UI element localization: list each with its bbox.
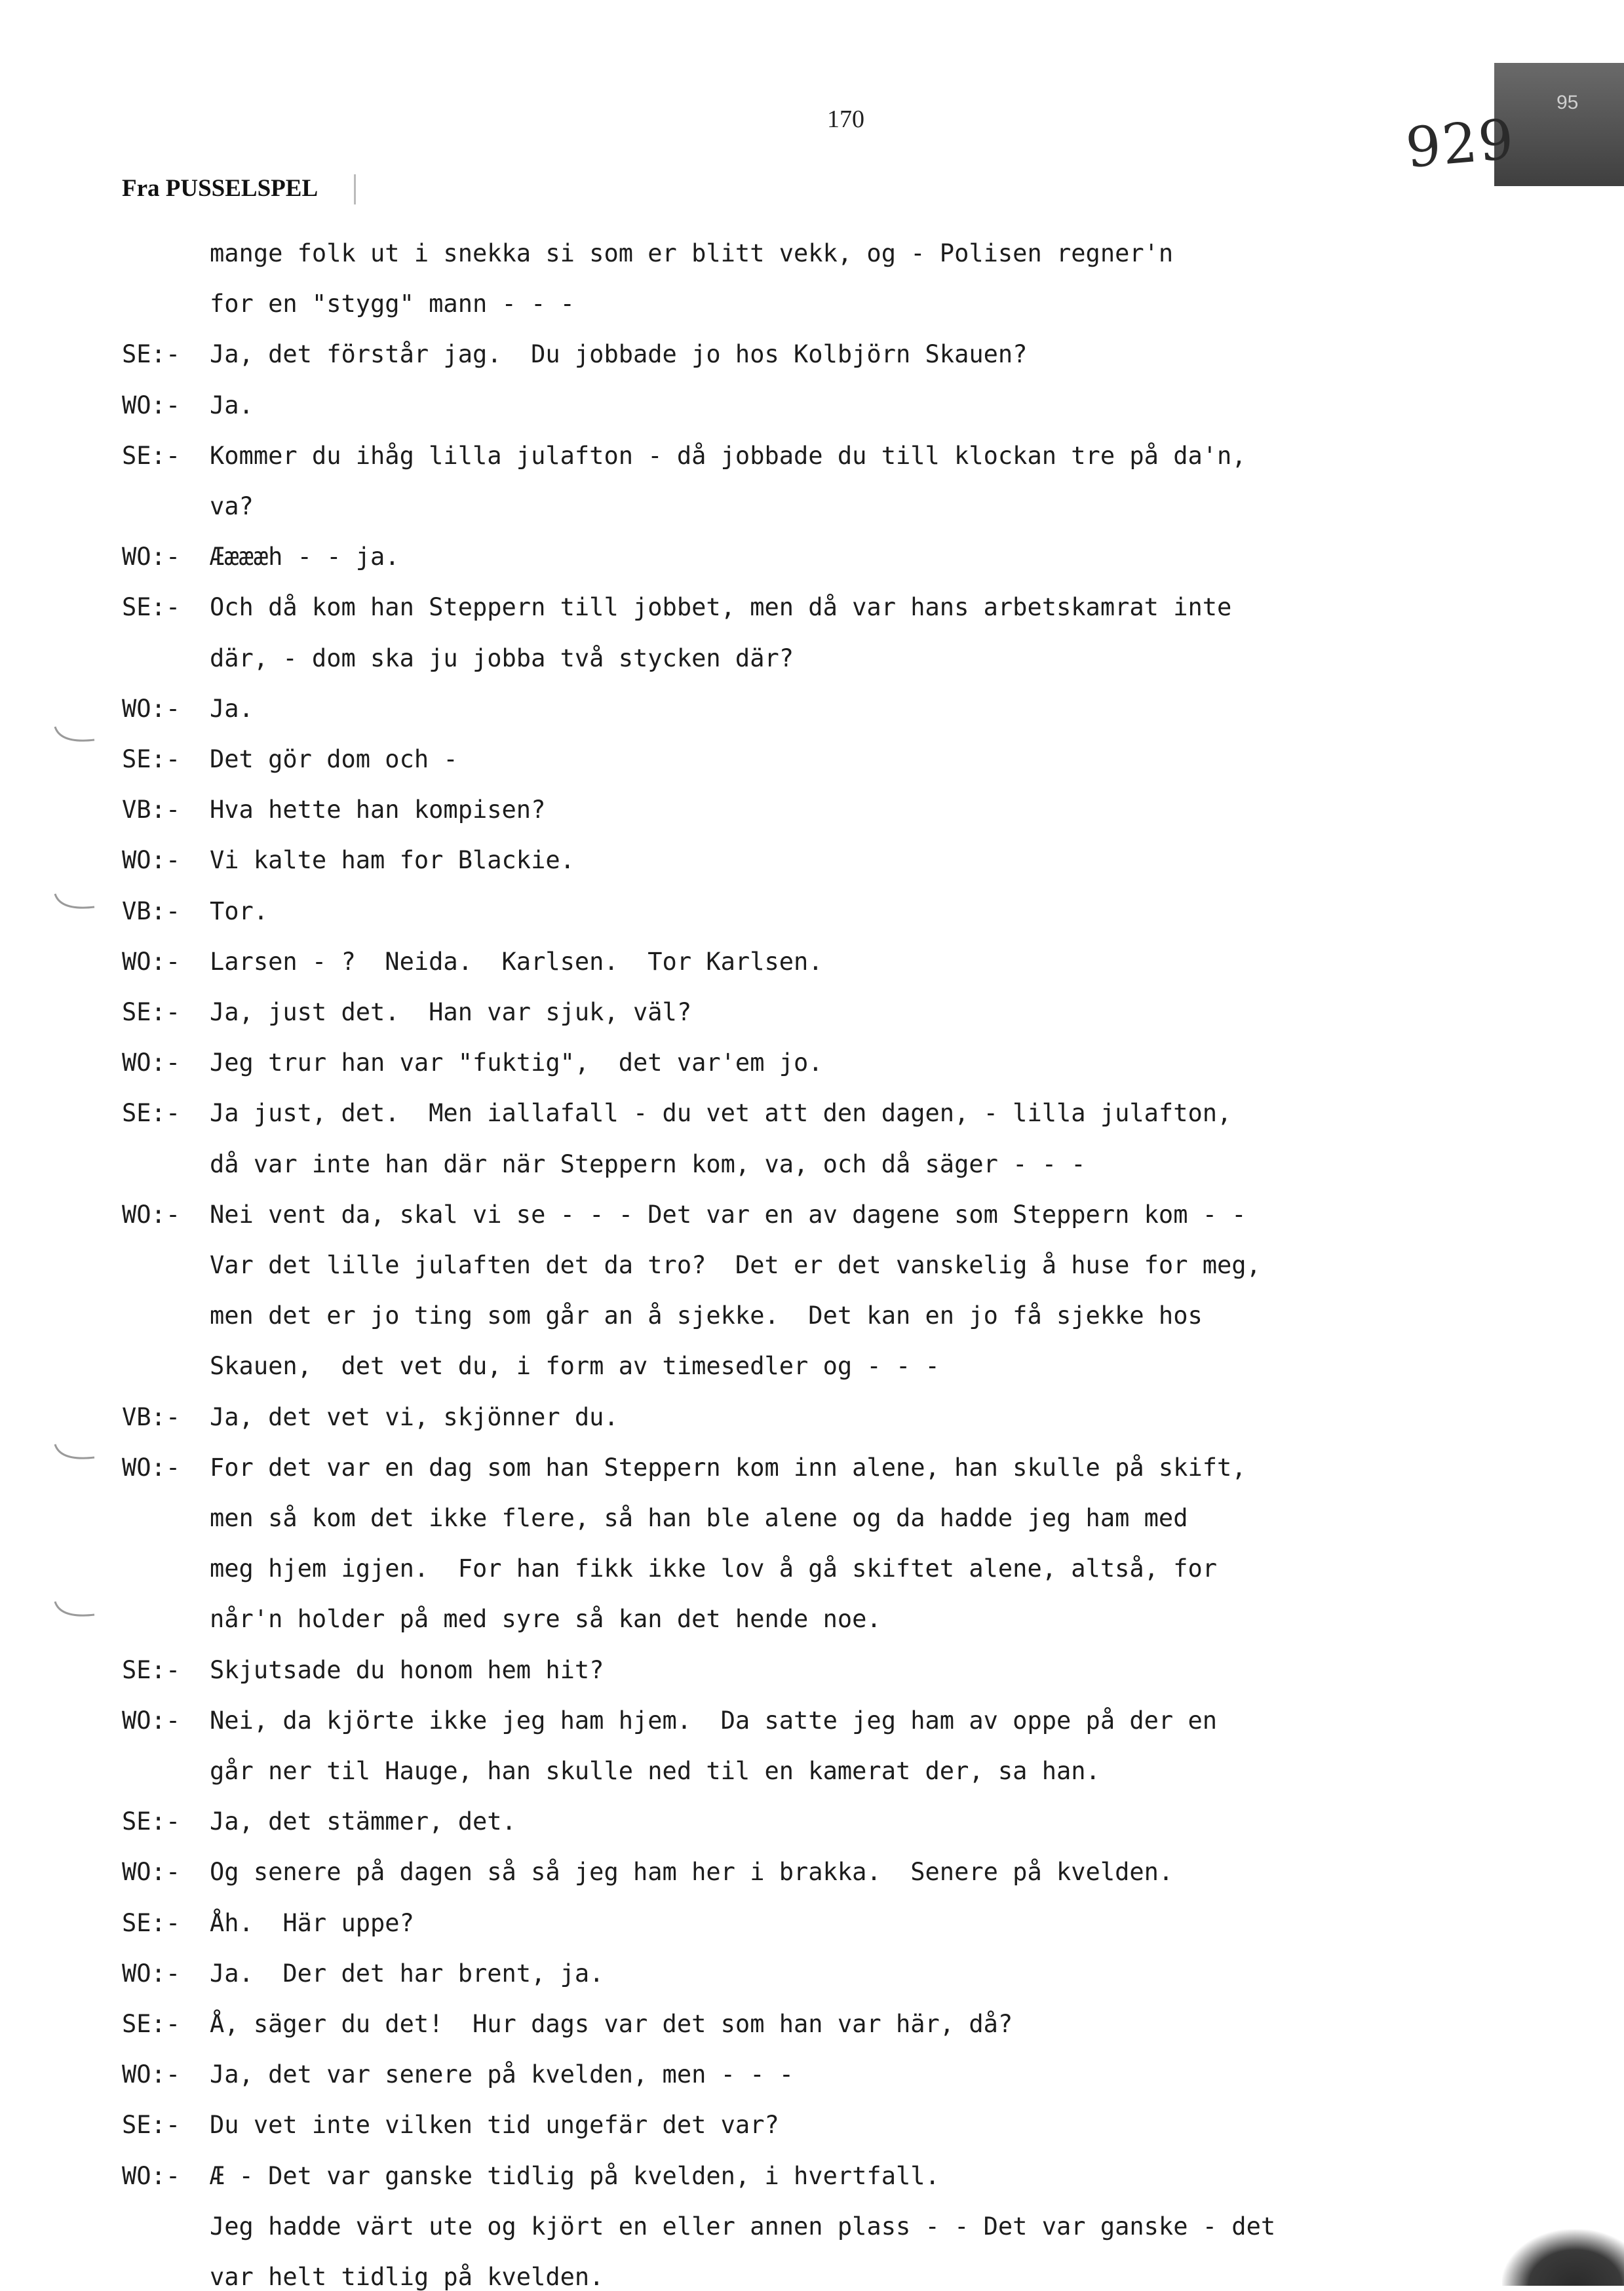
utterance-text: var helt tidlig på kvelden.: [210, 2263, 604, 2291]
utterance-text: men så kom det ikke flere, så han ble alene og da hadde jeg ham med: [210, 1504, 1188, 1532]
utterance-text: Ja, det förstår jag. Du jobbade jo hos Kolbjörn Skauen?: [210, 340, 1028, 369]
utterance-text: Skauen, det vet du, i form av timesedler og - - -: [210, 1352, 940, 1381]
utterance-text: Tor.: [210, 896, 269, 925]
utterance-text: Var det lille julaften det da tro? Det er det vanskelig å huse for meg,: [210, 1251, 1261, 1279]
scan-corner-blot: [1502, 2229, 1624, 2286]
utterance-text: Ja, just det. Han var sjuk, väl?: [210, 998, 692, 1026]
speaker-label: SE:-: [122, 1655, 181, 1684]
utterance-text: for en "stygg" mann - - -: [210, 290, 575, 318]
speaker-label: WO:-: [122, 694, 181, 723]
speaker-label: WO:-: [122, 543, 181, 571]
handwritten-folio-number: 929: [1403, 106, 1518, 181]
utterance-text: Æ - Det var ganske tidlig på kvelden, i hvertfall.: [210, 2161, 940, 2190]
speaker-label: WO:-: [122, 1706, 181, 1735]
speaker-label: SE:-: [122, 745, 181, 773]
utterance-text: Nei, da kjörte ikke jeg ham hjem. Da satte jeg ham av oppe på der en: [210, 1706, 1218, 1735]
utterance-text: Ææææh - - ja.: [210, 543, 400, 571]
speaker-label: WO:-: [122, 1959, 181, 1988]
utterance-text: där, - dom ska ju jobba två stycken där?: [210, 644, 794, 672]
speaker-label: WO:-: [122, 2161, 181, 2190]
speaker-label: WO:-: [122, 1049, 181, 1077]
utterance-text: For det var en dag som han Steppern kom inn alene, han skulle på skift,: [210, 1453, 1247, 1482]
folio-stamp-number: 95: [1556, 92, 1579, 113]
utterance-text: Kommer du ihåg lilla julafton - då jobbade du till klockan tre på da'n,: [210, 441, 1247, 470]
utterance-text: Du vet inte vilken tid ungefär det var?: [210, 2111, 779, 2140]
utterance-text: Skjutsade du honom hem hit?: [210, 1655, 604, 1684]
utterance-text: va?: [210, 492, 254, 520]
speaker-label: WO:-: [122, 1453, 181, 1482]
utterance-text: Ja just, det. Men iallafall - du vet att den dagen, - lilla julafton,: [210, 1099, 1232, 1128]
speaker-label: WO:-: [122, 947, 181, 976]
utterance-text: då var inte han där när Steppern kom, va, och då säger - - -: [210, 1149, 1086, 1178]
binder-hole-mark: [51, 1442, 104, 1468]
speaker-label: VB:-: [122, 796, 181, 824]
speaker-label: WO:-: [122, 1200, 181, 1229]
utterance-text: Ja, det vet vi, skjönner du.: [210, 1402, 619, 1431]
utterance-text: Å, säger du det! Hur dags var det som han var här, då?: [210, 2010, 1013, 2038]
utterance-text: Ja, det stämmer, det.: [210, 1807, 516, 1836]
speaker-label: SE:-: [122, 441, 181, 470]
utterance-text: Ja.: [210, 694, 254, 723]
speaker-label: SE:-: [122, 1099, 181, 1128]
speaker-label: WO:-: [122, 1858, 181, 1887]
speaker-label: SE:-: [122, 2010, 181, 2038]
utterance-text: mange folk ut i snekka si som er blitt vekk, og - Polisen regner'n: [210, 239, 1174, 267]
page-number: 170: [827, 106, 864, 133]
utterance-text: går ner til Hauge, han skulle ned til en kamerat der, sa han.: [210, 1757, 1100, 1785]
utterance-text: Og senere på dagen så så jeg ham her i brakka. Senere på kvelden.: [210, 1858, 1174, 1887]
utterance-text: Hva hette han kompisen?: [210, 796, 546, 824]
utterance-text: Ja, det var senere på kvelden, men - - -: [210, 2060, 794, 2089]
utterance-text: Vi kalte ham for Blackie.: [210, 846, 575, 875]
margin-mark: [354, 174, 356, 204]
source-heading: Fra PUSSELSPEL: [122, 175, 319, 202]
utterance-text: Jeg trur han var "fuktig", det var'em jo.: [210, 1049, 823, 1077]
speaker-label: VB:-: [122, 1402, 181, 1431]
utterance-text: meg hjem igjen. For han fikk ikke lov å gå skiftet alene, altså, for: [210, 1554, 1218, 1583]
utterance-text: Och då kom han Steppern till jobbet, men då var hans arbetskamrat inte: [210, 593, 1232, 622]
speaker-label: SE:-: [122, 1807, 181, 1836]
speaker-label: WO:-: [122, 846, 181, 875]
utterance-text: Jeg hadde värt ute og kjört en eller annen plass - - Det var ganske - det: [210, 2212, 1276, 2241]
utterance-text: når'n holder på med syre så kan det hende noe.: [210, 1605, 881, 1634]
binder-hole-mark: [51, 1599, 104, 1625]
speaker-label: SE:-: [122, 593, 181, 622]
speaker-label: WO:-: [122, 2060, 181, 2089]
binder-hole-mark: [51, 891, 104, 917]
utterance-text: Ja. Der det har brent, ja.: [210, 1959, 604, 1988]
speaker-label: SE:-: [122, 998, 181, 1026]
speaker-label: SE:-: [122, 340, 181, 369]
utterance-text: Larsen - ? Neida. Karlsen. Tor Karlsen.: [210, 947, 823, 976]
speaker-label: WO:-: [122, 391, 181, 419]
utterance-text: Ja.: [210, 391, 254, 419]
utterance-text: Det gör dom och -: [210, 745, 458, 773]
speaker-label: VB:-: [122, 896, 181, 925]
utterance-text: Nei vent da, skal vi se - - - Det var en av dagene som Steppern kom - -: [210, 1200, 1247, 1229]
speaker-label: SE:-: [122, 2111, 181, 2140]
speaker-label: SE:-: [122, 1908, 181, 1937]
utterance-text: Åh. Här uppe?: [210, 1908, 414, 1937]
binder-hole-mark: [51, 724, 104, 750]
utterance-text: men det er jo ting som går an å sjekke. Det kan en jo få sjekke hos: [210, 1301, 1203, 1330]
